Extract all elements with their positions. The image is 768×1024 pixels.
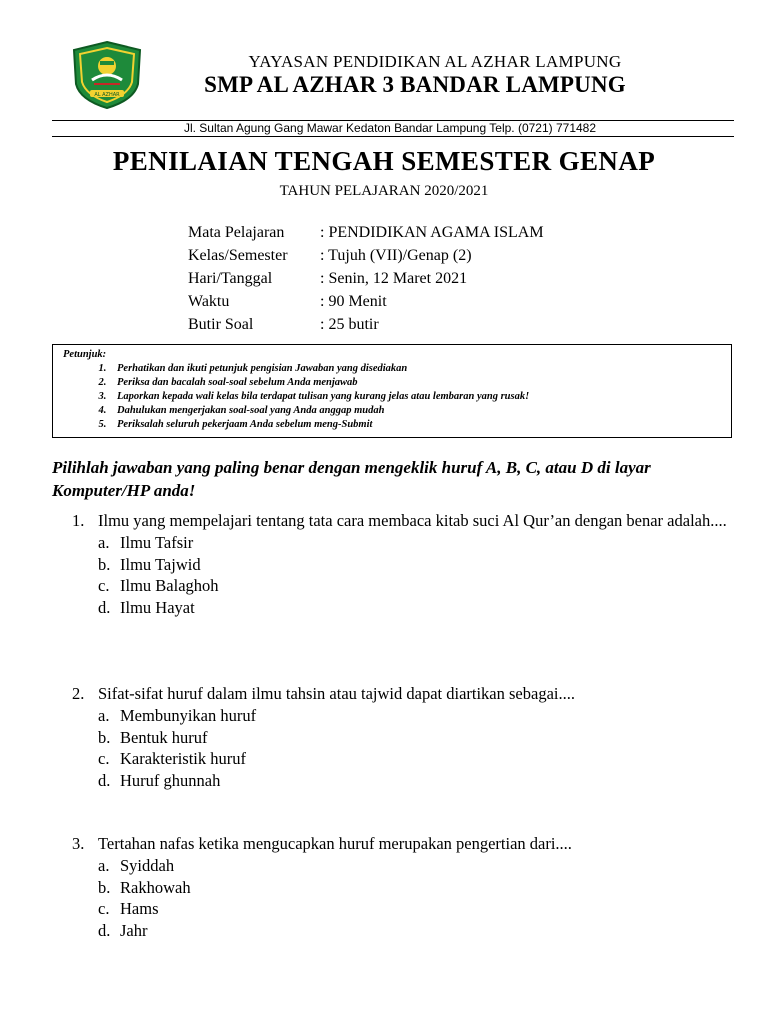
info-row: [188, 270, 544, 293]
option-letter: b.: [98, 727, 111, 747]
info-key: Mata Pelajaran: [188, 224, 285, 241]
option-text: Rakhowah: [120, 877, 191, 897]
info-row: [188, 224, 544, 247]
instruction-item: 3. Laporkan kepada wali kelas bila terdapat tulisan yang kurang jelas atau lembaran yang rusak!: [109, 390, 721, 404]
option-letter: a.: [98, 706, 110, 725]
question-text: Tertahan nafas ketika mengucapkan huruf merupakan pengertian dari....: [98, 834, 572, 853]
instruction-item: 1. Perhatikan dan ikuti petunjuk pengisian Jawaban yang disediakan: [109, 362, 721, 376]
info-value: : 25 butir: [320, 316, 379, 333]
question-number: 3.: [72, 834, 85, 853]
option-text: Ilmu Hayat: [120, 597, 195, 617]
info-key: Butir Soal: [188, 316, 254, 333]
option-text: Huruf ghunnah: [120, 770, 221, 790]
option-text: Syiddah: [120, 856, 175, 875]
answer-instruction: Pilihlah jawaban yang paling benar dengan mengeklik huruf A, B, C, atau D di layar Komputer/HP anda!: [52, 458, 651, 500]
instructions-title: Petunjuk:: [63, 349, 107, 360]
school-address: Jl. Sultan Agung Gang Mawar Kedaton Bandar Lampung Telp. (0721) 771482: [183, 121, 597, 135]
question-2: [72, 683, 732, 791]
option-letter: d.: [98, 770, 111, 790]
instruction-item: 2. Periksa dan bacalah soal-soal sebelum Anda menjawab: [109, 376, 721, 390]
question-text: Ilmu yang mempelajari tentang tata cara membaca kitab suci Al Qur’an dengan benar adalah....: [98, 511, 727, 530]
info-row: [188, 293, 544, 316]
info-value: : 90 Menit: [320, 293, 387, 310]
option-letter: c.: [98, 749, 110, 768]
question-3: [72, 833, 732, 941]
info-key: Hari/Tanggal: [188, 270, 273, 287]
answer-option[interactable]: [72, 770, 732, 792]
instruction-item: 4. Dahulukan mengerjakan soal-soal yang Anda anggap mudah: [109, 404, 721, 418]
answer-option[interactable]: [72, 877, 732, 899]
school-name: SMP AL AZHAR 3 BANDAR LAMPUNG: [204, 72, 626, 97]
option-text: Bentuk huruf: [120, 727, 208, 747]
answer-option[interactable]: [72, 727, 732, 749]
svg-text:AL AZHAR: AL AZHAR: [94, 92, 120, 98]
answer-option[interactable]: [72, 898, 732, 920]
instruction-item: 5. Periksalah seluruh pekerjaam Anda sebelum meng-Submit: [109, 418, 721, 432]
answer-option[interactable]: [72, 748, 732, 770]
option-letter: a.: [98, 856, 110, 875]
option-text: Ilmu Balaghoh: [120, 576, 219, 595]
option-letter: a.: [98, 533, 110, 552]
exam-info-table: [188, 224, 544, 339]
question-1: [72, 510, 732, 618]
instructions-box: [52, 344, 732, 438]
info-value: : PENDIDIKAN AGAMA ISLAM: [320, 224, 544, 241]
option-text: Ilmu Tajwid: [120, 554, 201, 574]
header-divider-bottom: [52, 136, 734, 137]
info-value: : Senin, 12 Maret 2021: [320, 270, 468, 287]
option-text: Karakteristik huruf: [120, 749, 246, 768]
option-text: Membunyikan huruf: [120, 706, 257, 725]
option-letter: c.: [98, 899, 110, 918]
info-key: Waktu: [188, 293, 230, 310]
info-row: [188, 316, 544, 339]
school-logo: [70, 40, 144, 110]
option-text: Ilmu Tafsir: [120, 533, 194, 552]
info-row: [188, 247, 544, 270]
foundation-name: YAYASAN PENDIDIKAN AL AZHAR LAMPUNG: [248, 52, 622, 71]
question-number: 2.: [72, 684, 85, 703]
option-letter: d.: [98, 920, 111, 940]
answer-option[interactable]: [72, 554, 732, 576]
option-letter: c.: [98, 576, 110, 595]
answer-option[interactable]: [72, 705, 732, 727]
question-number: 1.: [72, 511, 85, 530]
option-letter: d.: [98, 597, 111, 617]
info-value: : Tujuh (VII)/Genap (2): [320, 247, 472, 264]
question-text: Sifat-sifat huruf dalam ilmu tahsin atau tajwid dapat diartikan sebagai....: [98, 684, 575, 703]
exam-title: PENILAIAN TENGAH SEMESTER GENAP: [112, 146, 656, 176]
answer-option[interactable]: [72, 855, 732, 877]
answer-option[interactable]: [72, 575, 732, 597]
info-key: Kelas/Semester: [188, 247, 288, 264]
academic-year: TAHUN PELAJARAN 2020/2021: [279, 183, 489, 199]
option-text: Jahr: [120, 920, 148, 940]
answer-option[interactable]: [72, 532, 732, 554]
answer-option[interactable]: [72, 920, 732, 942]
answer-option[interactable]: [72, 597, 732, 619]
option-letter: b.: [98, 877, 111, 897]
option-letter: b.: [98, 554, 111, 574]
option-text: Hams: [120, 899, 159, 918]
